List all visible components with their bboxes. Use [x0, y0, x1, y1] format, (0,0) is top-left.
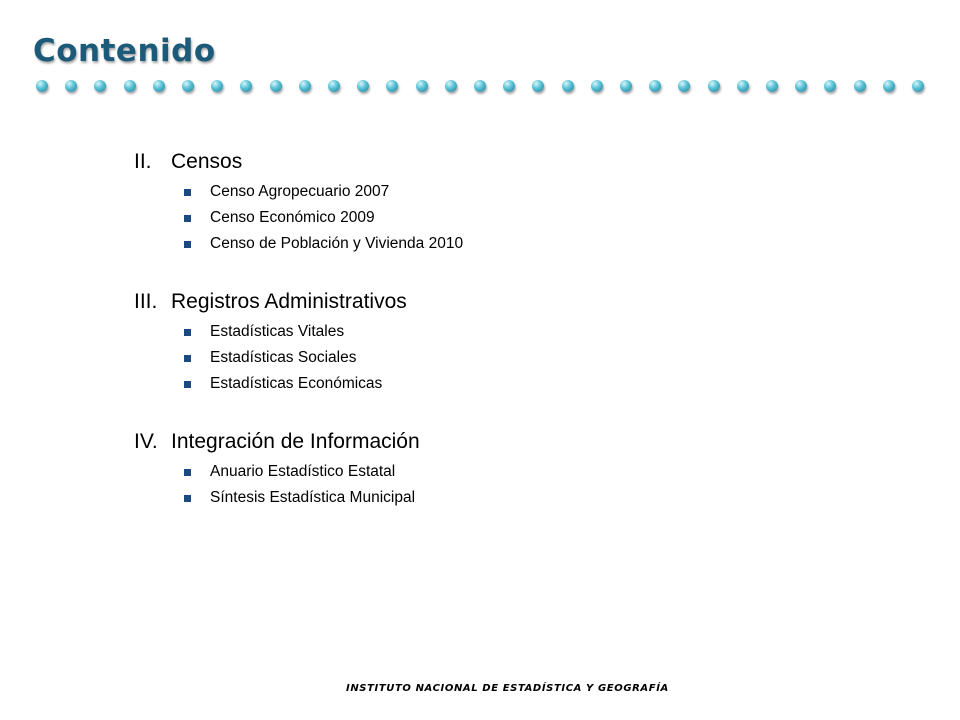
divider-dot-icon [795, 80, 807, 92]
divider-dot-icon [211, 80, 223, 92]
title-dot-divider [36, 78, 932, 94]
section-heading [134, 288, 834, 315]
list-item-label: Censo Agropecuario 2007 [210, 183, 390, 200]
list-item [184, 345, 834, 371]
list-item-label: Estadísticas Económicas [210, 375, 383, 392]
section-items [134, 179, 834, 257]
content-outline [134, 148, 834, 542]
list-item-label: Censo de Población y Vivienda 2010 [210, 235, 464, 252]
divider-dot-icon [357, 80, 369, 92]
square-bullet-icon [184, 469, 191, 476]
section-title: Registros Administrativos [171, 290, 407, 313]
slide-title: Contenido [33, 33, 216, 69]
section-censos [134, 148, 834, 257]
list-item [184, 319, 834, 345]
square-bullet-icon [184, 355, 191, 362]
divider-dot-icon [124, 80, 136, 92]
divider-dot-icon [883, 80, 895, 92]
divider-dot-icon [503, 80, 515, 92]
divider-dot-icon [591, 80, 603, 92]
list-item [184, 371, 834, 397]
divider-dot-icon [386, 80, 398, 92]
divider-dot-icon [562, 80, 574, 92]
section-integracion [134, 428, 834, 511]
list-item [184, 459, 834, 485]
divider-dot-icon [94, 80, 106, 92]
divider-dot-icon [182, 80, 194, 92]
divider-dot-icon [270, 80, 282, 92]
divider-dot-icon [824, 80, 836, 92]
list-item [184, 205, 834, 231]
divider-dot-icon [36, 80, 48, 92]
section-heading [134, 148, 834, 175]
square-bullet-icon [184, 329, 191, 336]
list-item-label: Anuario Estadístico Estatal [210, 463, 396, 480]
list-item [184, 179, 834, 205]
divider-dot-icon [65, 80, 77, 92]
divider-dot-icon [153, 80, 165, 92]
divider-dot-icon [474, 80, 486, 92]
divider-dot-icon [240, 80, 252, 92]
square-bullet-icon [184, 189, 191, 196]
divider-dot-icon [416, 80, 428, 92]
divider-dot-icon [299, 80, 311, 92]
section-number: II. [134, 150, 152, 173]
square-bullet-icon [184, 215, 191, 222]
section-number: III. [134, 290, 158, 313]
divider-dot-icon [328, 80, 340, 92]
list-item-label: Síntesis Estadística Municipal [210, 489, 416, 506]
divider-dot-icon [620, 80, 632, 92]
institution-logo: INSTITUTO NACIONAL DE ESTADÍSTICA Y GEOGRAFÍA [346, 683, 669, 694]
list-item-label: Estadísticas Vitales [210, 323, 345, 340]
list-item [184, 485, 834, 511]
section-title: Censos [171, 150, 243, 173]
divider-dot-icon [766, 80, 778, 92]
section-items [134, 459, 834, 511]
divider-dot-icon [854, 80, 866, 92]
section-title: Integración de Información [171, 430, 420, 453]
list-item-label: Censo Económico 2009 [210, 209, 375, 226]
list-item-label: Estadísticas Sociales [210, 349, 357, 366]
list-item [184, 231, 834, 257]
divider-dot-icon [912, 80, 924, 92]
square-bullet-icon [184, 241, 191, 248]
divider-dot-icon [649, 80, 661, 92]
divider-dot-icon [678, 80, 690, 92]
divider-dot-icon [532, 80, 544, 92]
divider-dot-icon [445, 80, 457, 92]
divider-dot-icon [708, 80, 720, 92]
section-heading [134, 428, 834, 455]
section-registros [134, 288, 834, 397]
square-bullet-icon [184, 381, 191, 388]
square-bullet-icon [184, 495, 191, 502]
section-number: IV. [134, 430, 158, 453]
section-items [134, 319, 834, 397]
divider-dot-icon [737, 80, 749, 92]
